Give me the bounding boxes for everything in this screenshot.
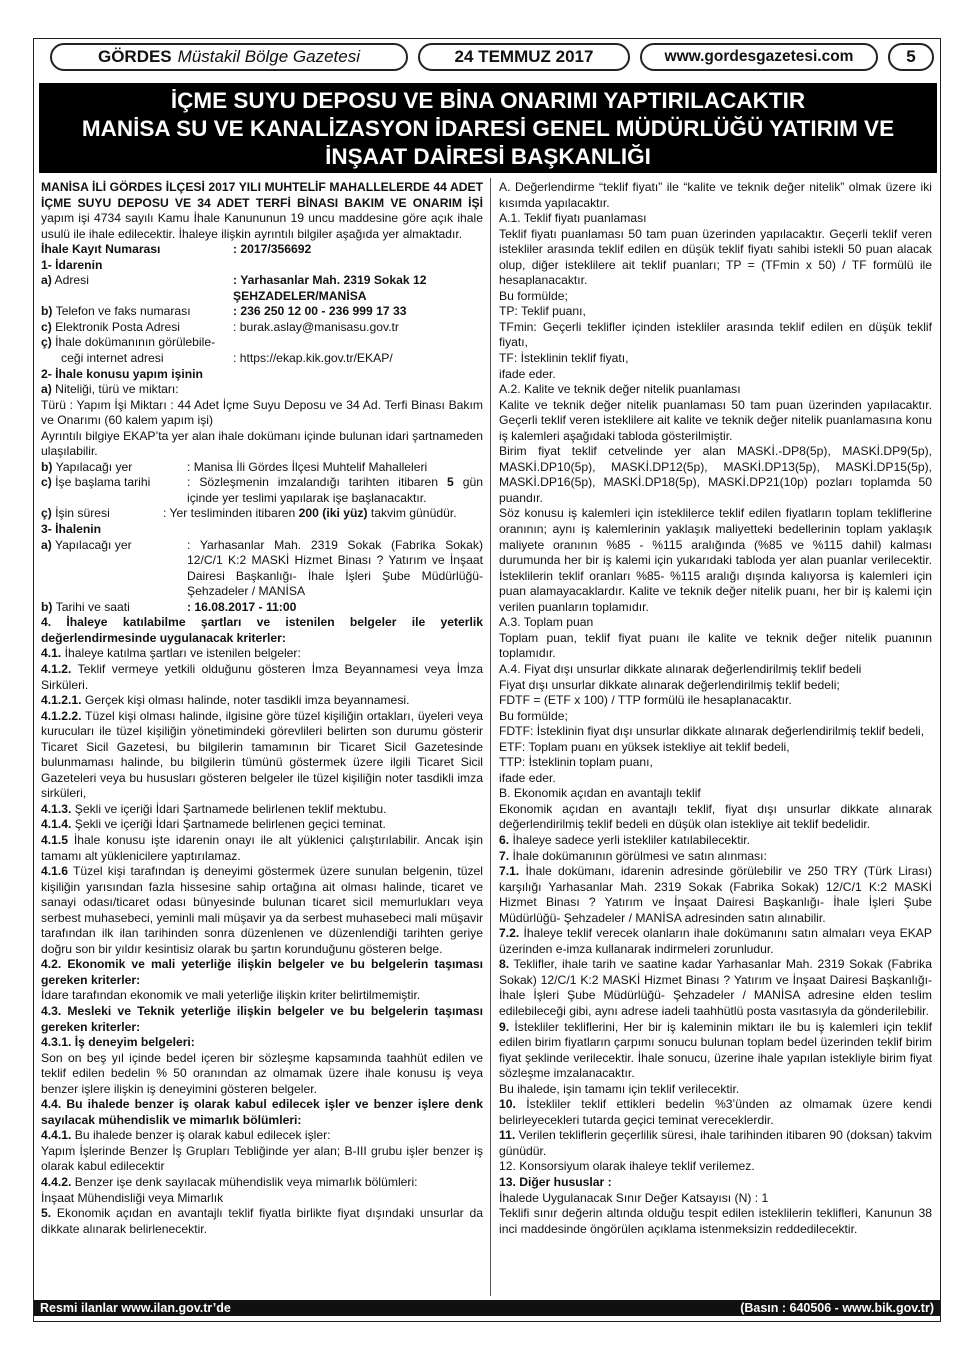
eval-a1-formula-intro: Bu formülde; xyxy=(499,288,568,303)
item-7-1-num: 7.1. xyxy=(499,864,520,879)
section-1-heading: 1- İdarenin xyxy=(41,257,103,272)
eval-a1-tfmin: TFmin: Geçerli teklifler içinden istekliler arasında teklif edilen en düşük teklif fiyatı, xyxy=(499,319,932,350)
item-4-1-6 xyxy=(41,864,483,957)
nature-body-2: Ayrıntılı bilgiye EKAP’ta yer alan ihale dokümanı içinde bulunan idari şartnameden ulaşılabilir. xyxy=(41,428,483,459)
ikn-value: : 2017/356692 xyxy=(233,242,312,257)
eval-a: A. Değerlendirme “teklif fiyatı” ile “kalite ve teknik değer nitelik” olmak üzere iki kısımda yapılacaktır. xyxy=(499,180,932,210)
start-row xyxy=(41,475,483,506)
paper-name: GÖRDES xyxy=(97,47,172,66)
item-6 xyxy=(499,833,932,849)
tender-date-value: : 16.08.2017 - 11:00 xyxy=(187,599,297,614)
item-10-text: İstekliler teklif ettikleri bedelin %3’ünden az olmamak üzere kendi belirleyecekleri tutarda geçici teminat vereceklerdir. xyxy=(499,1097,932,1127)
email-value: : burak.aslay@manisasu.gov.tr xyxy=(233,319,399,334)
item-4-1-2-1 xyxy=(41,693,483,709)
nature-body: Türü : Yapım İşi Miktarı : 44 Adet İçme Suyu Deposu ve 34 Ad. Terfi Binası Bakım ve Onarımı (60 kalem yapım işi) xyxy=(41,397,483,428)
eval-a1-heading: A.1. Teklif fiyatı puanlaması xyxy=(499,211,647,226)
item-4-1-6-text: Tüzel kişi tarafından iş deneyimi göstermek üzere sunulan belgenin, tüzel kişiliğin yarısından fazla hissesine sahip ortağına ait olması halinde, ticaret ve sanayi odası/ticaret odası bünyesinde bulunan ticaret sicil memurlukları veya serbest muhasebeci, yeminli mali müşavir ya da serbest muhasebeci mali müşavir tarafından ilk ilan tarihinden sonra düzenlenen ve düzenlendiği tarihten geriye doğru son bir yıldır kesintisiz olarak bu şartın korunduğunu gösteren belge. xyxy=(41,864,483,956)
item-4-1-2-num: 4.1.2. xyxy=(41,661,72,676)
item-4-1-4-num: 4.1.4. xyxy=(41,817,72,832)
header-page-number: 5 xyxy=(888,43,934,71)
eval-a1-body: Teklif fiyatı puanlaması 50 tam puan üzerinden yapılacaktır. Geçerli teklif veren istekliler arasında teklif edilen en düşük teklif fiyatı sahibi istekli 50 puan alacak olup, diğer isteklilere ait teklif puanları; TP = (TFmin x 50) / TF formülü ile hesaplanacaktır. xyxy=(499,226,932,288)
eval-a4-body: Fiyat dışı unsurlar dikkate alınarak değerlendirilmiş teklif bedeli; xyxy=(499,677,840,692)
item-4-3-1-body: Son on beş yıl içinde bedel içeren bir sözleşme kapsamında taahhüt edilen ve teklif edilen bedelin % 50 oranından az olmamak üzere ihale konusu iş veya benzer işlere ilişkin iş deneyimini gösteren belgeler. xyxy=(41,1050,483,1096)
item-4-1-5-text: İhale konusu işte idarenin onayı ile alt yüklenici çalıştırılabilir. Ancak işin tamamı alt yüklenicilere yaptırılamaz. xyxy=(41,832,483,863)
footer-right-text: (Basın : 640506 - www.bik.gov.tr) xyxy=(740,1301,934,1315)
phone-marker: b) xyxy=(41,304,53,319)
tender-place-row xyxy=(41,538,483,600)
tender-date-marker: b) xyxy=(41,599,53,614)
item-10-num: 10. xyxy=(499,1097,516,1112)
item-6-num: 6. xyxy=(499,832,510,847)
intro-paragraph xyxy=(41,180,483,242)
item-4-4-1-body: Yapım İşlerinde Benzer İş Grupları Tebliğinde yer alan; B-III grubu işler benzer iş olarak kabul edilecektir xyxy=(41,1143,483,1174)
item-7 xyxy=(499,849,932,865)
section-3-heading: 3- İhalenin xyxy=(41,522,102,537)
duration-value-c: takvim günüdür. xyxy=(367,506,457,521)
item-9-num: 9. xyxy=(499,1019,510,1034)
eval-a4-formula-intro: Bu formülde; xyxy=(499,708,568,723)
eval-a3-body: Toplam puan, teklif fiyat puanı ile kalite ve teknik değer nitelik puanının toplamıdır. xyxy=(499,630,932,661)
place-label: Yapılacağı yer xyxy=(52,459,133,474)
duration-value-a: : Yer tesliminden itibaren xyxy=(163,506,299,521)
start-marker: c) xyxy=(41,475,52,490)
item-4-4-2-text: Benzer işe denk sayılacak mühendislik veya mimarlık bölümleri: xyxy=(71,1175,418,1189)
item-4-1-2 xyxy=(41,662,483,693)
item-4-1-2-text: Teklif vermeye yetkili olduğunu gösteren İmza Beyannamesi veya İmza Sirküleri. xyxy=(41,661,483,692)
item-4-1-2-2 xyxy=(41,709,483,802)
eval-a4-heading: A.4. Fiyat dışı unsurlar dikkate alınarak değerlendirilmiş teklif bedeli xyxy=(499,661,862,676)
headline-line-1: İÇME SUYU DEPOSU VE BİNA ONARIMI YAPTIRILACAKTIR xyxy=(170,88,806,113)
item-13-heading: 13. Diğer hususlar : xyxy=(499,1175,612,1189)
item-8-num: 8. xyxy=(499,957,510,972)
header-newspaper-name xyxy=(50,43,408,71)
web-label: İhale dokümanının görülebile- xyxy=(51,335,216,350)
item-7-num: 7. xyxy=(499,848,510,863)
start-value-c: gün içinde yer teslimi yapılarak işe başlanacaktır. xyxy=(187,475,483,505)
footer-bar xyxy=(34,1300,940,1316)
paper-subtitle: Müstakil Bölge Gazetesi xyxy=(177,47,361,66)
item-4-4-2-body: İnşaat Mühendisliği veya Mimarlık xyxy=(41,1190,224,1205)
headline-line-3: İNŞAAT DAİRESİ BAŞKANLIĞI xyxy=(325,144,651,169)
tender-place-label: Yapılacağı yer xyxy=(51,537,132,552)
item-4-1-4-text: Şekli ve içeriği İdari Şartnamede belirlenen geçici teminat. xyxy=(71,817,386,832)
start-value-b: 5 xyxy=(447,475,454,490)
item-11 xyxy=(499,1128,932,1159)
item-4-4-2 xyxy=(41,1175,483,1191)
item-4-1-num: 4.1. xyxy=(41,646,62,661)
item-4-1-3 xyxy=(41,802,483,818)
item-9-body: Bu ihalede, işin tamamı için teklif verilecektir. xyxy=(499,1081,740,1096)
item-4-1-2-1-num: 4.1.2.1. xyxy=(41,693,82,708)
item-7-text: İhale dokümanının görülmesi ve satın alınması: xyxy=(509,848,767,863)
column-divider xyxy=(490,178,491,1296)
email-row xyxy=(41,320,483,336)
item-4-1-3-num: 4.1.3. xyxy=(41,801,72,816)
headline-line-2: MANİSA SU VE KANALİZASYON İDARESİ GENEL MÜDÜRLÜĞÜ YATIRIM VE xyxy=(81,116,895,141)
item-7-2-num: 7.2. xyxy=(499,926,520,941)
eval-a3-heading: A.3. Toplam puan xyxy=(499,615,594,630)
item-4-1-text: İhaleye katılma şartları ve istenilen belgeler: xyxy=(61,646,301,661)
item-11-text: Verilen tekliflerin geçerlilik süresi, ihale tarihinden itibaren 90 (doksan) takvim günüdür. xyxy=(499,1128,932,1158)
start-value xyxy=(187,475,483,506)
item-5-text: Ekonomik açıdan en avantajlı teklif fiyatla birlikte fiyat dışındaki unsurlar da dikkate alınarak belirlenecektir. xyxy=(41,1206,483,1236)
web-label-2: ceği internet adresi xyxy=(61,351,164,366)
tender-place-value: : Yarhasanlar Mah. 2319 Sokak (Fabrika Sokak) 12/C/1 K:2 MASKİ Hizmet Binası ? Yatırım ve İnşaat Dairesi Başkanlığı- İhale İşleri Şube Müdürlüğü- Şehzadeler / MANİSA xyxy=(187,537,483,599)
item-4-1-5-num: 4.1.5 xyxy=(41,832,69,847)
web-row xyxy=(41,351,483,367)
eval-a2-body-3: Söz konusu iş kalemleri için isteklilerce teklif edilen fiyatların toplam tekliflerine oranının; aynı iş kalemlerinin yaklaşık maliyetteki bedellerinin toplam yaklaşık maliyete oranının %85 - %115 aralığında (%85 ve %115 dahil) kalması durumunda her bir iş kalemi için yukarıdaki tabloda yer alan puanlar verilecektir. İsteklilerin teklif oranları %85- %115 aralığı dışında kalıyorsa iş kalemleri için puan alamayacaklardır. Kalite ve teknik değer nitelik puanı, her bir iş kalemi için verilen puanların toplamıdır. xyxy=(499,506,932,614)
tender-date-label: Tarihi ve saati xyxy=(52,599,130,614)
item-9 xyxy=(499,1020,932,1082)
eval-a4-formula: FDTF = (ETF x 100) / TTP formülü ile hesaplanacaktır. xyxy=(499,693,792,708)
item-4-4-2-num: 4.4.2. xyxy=(41,1175,72,1189)
item-4-3-1-heading: 4.3.1. İş deneyim belgeleri: xyxy=(41,1035,195,1050)
item-4-2-heading: 4.2. Ekonomik ve mali yeterliğe ilişkin belgeler ve bu belgelerin taşıması gereken kriterler: xyxy=(41,957,483,987)
ikn-label: İhale Kayıt Numarası xyxy=(41,242,161,257)
duration-label: İşin süresi xyxy=(51,506,110,521)
item-4-4-heading: 4.4. Bu ihalede benzer iş olarak kabul edilecek işler ve benzer işlere denk sayılacak mühendislik ve mimarlık bölümleri: xyxy=(41,1097,483,1127)
tender-place-marker: a) xyxy=(41,537,52,552)
header-date: 24 TEMMUZ 2017 xyxy=(418,43,630,71)
item-8 xyxy=(499,957,932,1019)
item-4-4-1 xyxy=(41,1128,483,1144)
item-13-body: İhalede Uygulanacak Sınır Değer Katsayısı (N) : 1 xyxy=(499,1190,769,1205)
item-10 xyxy=(499,1097,932,1128)
item-4-1-4 xyxy=(41,817,483,833)
item-8-text: Teklifler, ihale tarih ve saatine kadar Yarhasanlar Mah. 2319 Sokak (Fabrika Sokak) 12/C/1 K:2 MASKİ Hizmet Binası ? Yatırım ve İnşaat Dairesi Başkanlığı- İhale İşleri Şube Müdürlüğü- Şehzadeler / MANİSA adresine elden teslim edilebileceği gibi, aynı adrese iadeli taahhütlü posta vasıtasıyla da gönderilebilir. xyxy=(499,957,932,1018)
left-column xyxy=(41,180,483,1237)
item-4-3-heading: 4.3. Mesleki ve Teknik yeterliğe ilişkin belgeler ve bu belgelerin taşıması gereken kriterler: xyxy=(41,1003,483,1034)
web-label-line xyxy=(41,335,483,351)
web-value: : https://ekap.kik.gov.tr/EKAP/ xyxy=(233,351,393,366)
item-7-2 xyxy=(499,926,932,957)
phone-value: : 236 250 12 00 - 236 999 17 33 xyxy=(233,304,407,319)
nature-label xyxy=(41,382,483,398)
item-13-body-2: Teklifi sınır değerin altında olduğu tespit edilen isteklilerin teklifleri, Kanunun 38 inci maddesinde öngörülen açıklama istenmeksizin reddedilecektir. xyxy=(499,1206,932,1236)
item-7-1-text: İhale dokümanı, idarenin adresinde görülebilir ve 250 TRY (Türk Lirası) karşılığı Yarhasanlar Mah. 2319 Sokak (Fabrika Sokak) 12/C/1 K:2 MASKİ Hizmet Binası ? Yatırım ve İnşaat Dairesi Başkanlığı- İhale İşleri Şube Müdürlüğü- Şehzadeler / MANİSA adresinden satın alınabilir. xyxy=(499,864,932,925)
phone-row xyxy=(41,304,483,320)
eval-a4-end: ifade eder. xyxy=(499,770,556,785)
email-label: Elektronik Posta Adresi xyxy=(51,319,181,334)
address-value: : Yarhasanlar Mah. 2319 Sokak 12 ŞEHZADELER/MANİSA xyxy=(233,273,427,303)
item-4-2-body: İdare tarafından ekonomik ve mali yeterliğe ilişkin kriter belirtilmemiştir. xyxy=(41,988,421,1003)
item-5-num: 5. xyxy=(41,1206,52,1221)
eval-a2-body: Kalite ve teknik değer nitelik puanlaması 50 tam puan üzerinden yapılacaktır. Geçerli teklif veren isteklilere ait kalite ve teknik değer nitelik puanlamasına konu iş kalemleri aşağıdaki tabloda gösterilmiştir. xyxy=(499,397,932,443)
item-7-1 xyxy=(499,864,932,926)
place-marker: b) xyxy=(41,459,53,474)
intro-bold: MANİSA İLİ GÖRDES İLÇESİ 2017 YILI MUHTELİF MAHALLELERDE 44 ADET İÇME SUYU DEPOSU VE 34 ADET TERFİ BİNASI BAKIM VE ONARIM İŞİ xyxy=(41,180,483,210)
duration-row xyxy=(41,506,483,522)
place-value: : Manisa İli Gördes İlçesi Muhtelif Mahalleleri xyxy=(187,459,428,474)
address-label: Adresi xyxy=(51,273,89,288)
eval-a1-end: ifade eder. xyxy=(499,366,556,381)
eval-a2-heading: A.2. Kalite ve teknik değer nitelik puanlaması xyxy=(499,382,741,397)
item-7-2-text: İhaleye teklif verecek olanların ihale dokümanını satın almaları veya EKAP üzerinden e-imza kullanarak indirmeleri zorunludur. xyxy=(499,926,932,956)
item-4-1-2-1-text: Gerçek kişi olması halinde, noter tasdikli imza beyannamesi. xyxy=(81,693,410,708)
section-4-heading: 4. İhaleye katılabilme şartları ve istenilen belgeler ile yeterlik değerlendirmesinde uygulanacak kriterler: xyxy=(41,615,483,645)
start-value-a: : Sözleşmenin imzalandığı tarihten itibaren xyxy=(187,475,448,490)
eval-a1-tf: TF: İsteklinin teklif fiyatı, xyxy=(499,351,629,366)
phone-label: Telefon ve faks numarası xyxy=(52,304,191,319)
intro-rest: yapım işi 4734 sayılı Kamu İhale Kanununun 19 uncu maddesine göre açık ihale usulü ile ihale edilecektir. İhaleye ilişkin ayrıntılı bilgiler aşağıda yer almaktadır. xyxy=(41,211,483,241)
eval-a2-body-2: Birim fiyat teklif cetvelinde yer alan MASKİ.-DP8(5p), MASKİ.DP9(5p), MASKİ.DP10(5p), MASKİ.DP12(5p), MASKİ.DP13(5p), MASKİ.DP15(5p), MASKİ.DP16(5p), MASKİ.DP18(5p), MASKİ.DP21(10p) pozları toplamda 50 puandır. xyxy=(499,444,932,505)
ikn-row xyxy=(41,242,483,258)
eval-a1-tp: TP: Teklif puanı, xyxy=(499,304,586,319)
tender-date-row xyxy=(41,600,483,616)
eval-b-body: Ekonomik açıdan en avantajlı teklif, fiyat dışı unsurlar dikkate alınarak değerlendirilmiş teklif bedeli en düşük olan istekliye ait teklif bedelidir. xyxy=(499,801,932,832)
duration-marker: ç) xyxy=(41,506,52,521)
item-4-1-3-text: Şekli ve içeriği İdari Şartnamede belirlenen teklif mektubu. xyxy=(71,801,387,816)
item-4-1 xyxy=(41,646,483,662)
start-label: İşe başlama tarihi xyxy=(51,475,151,490)
item-12: 12. Konsorsiyum olarak ihaleye teklif verilemez. xyxy=(499,1159,755,1174)
email-marker: c) xyxy=(41,319,52,334)
address-row xyxy=(41,273,483,304)
eval-a4-fdtf: FDTF: İsteklinin fiyat dışı unsurlar dikkate alınarak değerlendirilmiş teklif bedeli, xyxy=(499,724,925,739)
item-4-1-6-num: 4.1.6 xyxy=(41,864,69,879)
place-row xyxy=(41,460,483,476)
item-4-1-2-2-num: 4.1.2.2. xyxy=(41,708,82,723)
footer-left-text: Resmi ilanlar www.ilan.gov.tr’de xyxy=(40,1301,231,1315)
item-4-4-1-text: Bu ihalede benzer iş olarak kabul edilecek işler: xyxy=(71,1128,331,1143)
item-4-1-5 xyxy=(41,833,483,864)
item-4-4-1-num: 4.4.1. xyxy=(41,1128,72,1143)
nature-marker: a) xyxy=(41,382,52,397)
item-11-num: 11. xyxy=(499,1128,516,1143)
item-6-text: İhaleye sadece yerli istekliler katılabilecektir. xyxy=(509,832,751,847)
section-2-heading: 2- İhale konusu yapım işinin xyxy=(41,366,203,381)
headline-box xyxy=(39,83,937,173)
right-column xyxy=(499,180,932,1237)
eval-a4-ttp: TTP: İsteklinin toplam puanı, xyxy=(499,755,653,770)
web-marker: ç) xyxy=(41,335,52,350)
eval-a4-etf: ETF: Toplam puanı en yüksek istekliye ait teklif bedeli, xyxy=(499,739,790,754)
address-marker: a) xyxy=(41,273,52,288)
item-9-text: İstekliler tekliflerini, Her bir iş kaleminin miktarı ile bu iş kalemleri için teklif edilen birim fiyatların çarpımı sonucu bulunan toplam bedel üzerinden teklif birim fiyat şeklinde verilecektir. İhale sonucu, üzerine ihale yapılan istekliyle birim fiyat sözleşme imzalanacaktır. xyxy=(499,1019,932,1081)
item-4-1-2-2-text: Tüzel kişi olması halinde, ilgisine göre tüzel kişiliğin ortakları, üyeleri veya kurucuları ile tüzel kişiliğin yönetimindeki görevlileri belirten son durumu gösterir Ticaret Sicil Gazetesi, bu bilgilerin tamamının bir Ticaret Sicil Gazetesinde bulunmaması halinde, bu bilgilerin tümünü göstermek üzere ilgili Ticaret Sicil Gazeteleri veya bu hususları gösteren belgeler ile tüzel kişiliğin noter tasdikli imza sirküleri, xyxy=(41,708,483,801)
item-5 xyxy=(41,1206,483,1237)
duration-value xyxy=(163,506,483,522)
duration-value-b: 200 (iki yüz) xyxy=(298,506,368,521)
eval-b-heading: B. Ekonomik açıdan en avantajlı teklif xyxy=(499,786,701,801)
header-website: www.gordesgazetesi.com xyxy=(640,43,878,71)
nature-text: Niteliği, türü ve miktarı: xyxy=(51,382,179,397)
